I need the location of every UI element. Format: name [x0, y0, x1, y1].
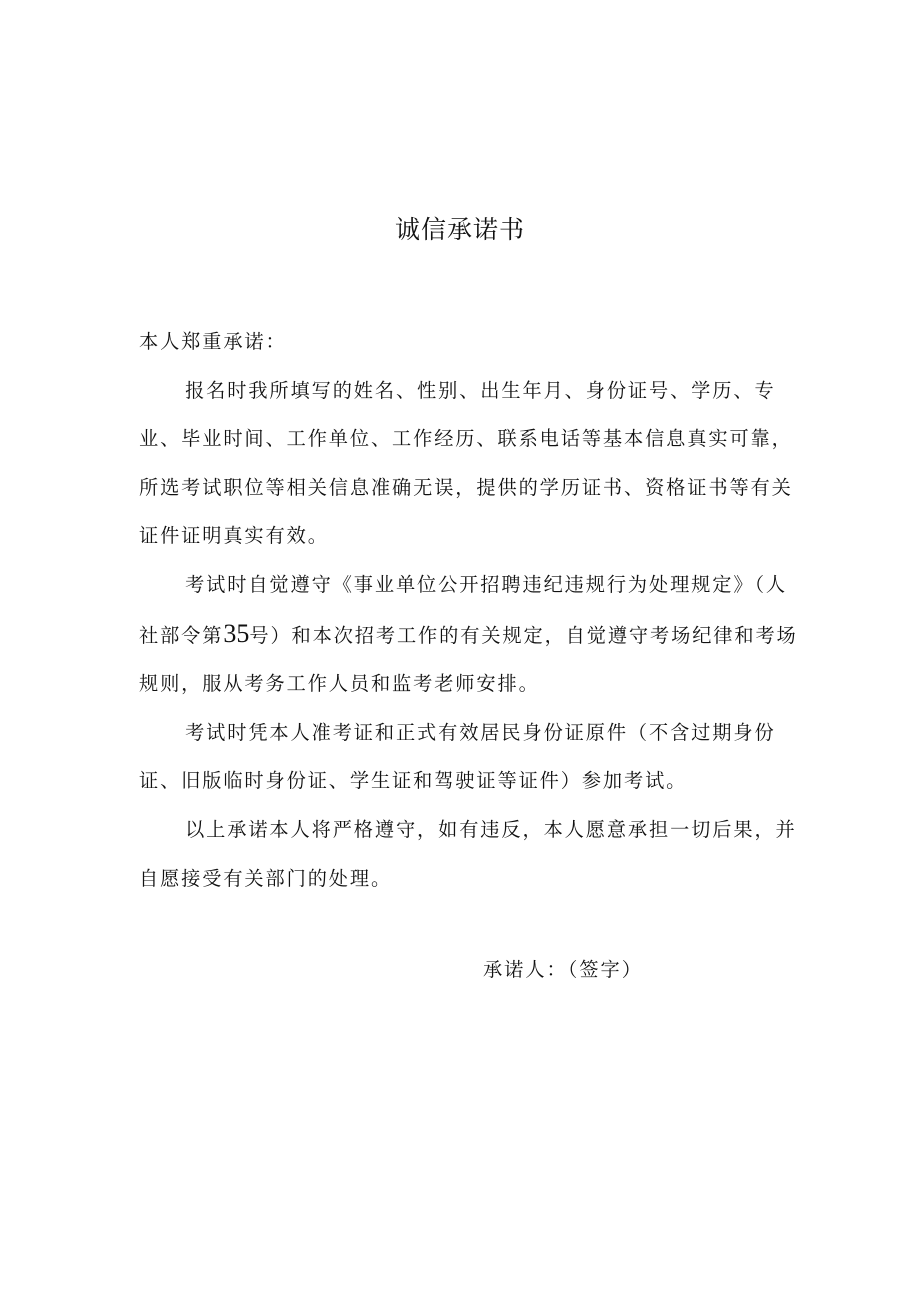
document-title: 诚信承诺书	[394, 215, 525, 244]
paragraph-commitment: 以上承诺本人将严格遵守，如有违反，本人愿意承担一切后果，并自愿接受有关部门的处理。	[139, 817, 797, 890]
opening-line: 本人郑重承诺：	[139, 330, 287, 353]
paragraph-information-accuracy: 报名时我所填写的姓名、性别、出生年月、身份证号、学历、专业、毕业时间、工作单位、工作经历、联系电话等基本信息真实可靠，所选考试职位等相关信息准确无误，提供的学历证书、资格证书等有关证件证明真实有效。	[139, 378, 793, 548]
paragraph-exam-documents: 考试时凭本人准考证和正式有效居民身份证原件（不含过期身份证、旧版临时身份证、学生证和驾驶证等证件）参加考试。	[139, 720, 776, 793]
order-number: 35	[223, 618, 250, 648]
paragraph-exam-discipline-text-end: 号）和本次招考工作的有关规定，自觉遵守考场纪律和考场规则，服从考务工作人员和监考老师安排。	[139, 623, 798, 696]
signature-line: 承诺人：（签字）	[483, 958, 643, 981]
paragraph-exam-discipline-text-start: 考试时自觉遵守《事业单位公开招聘违纪违规行为处理规定》（人社部令第	[139, 572, 788, 647]
document-body	[139, 318, 804, 903]
paragraph-exam-discipline	[139, 561, 804, 709]
